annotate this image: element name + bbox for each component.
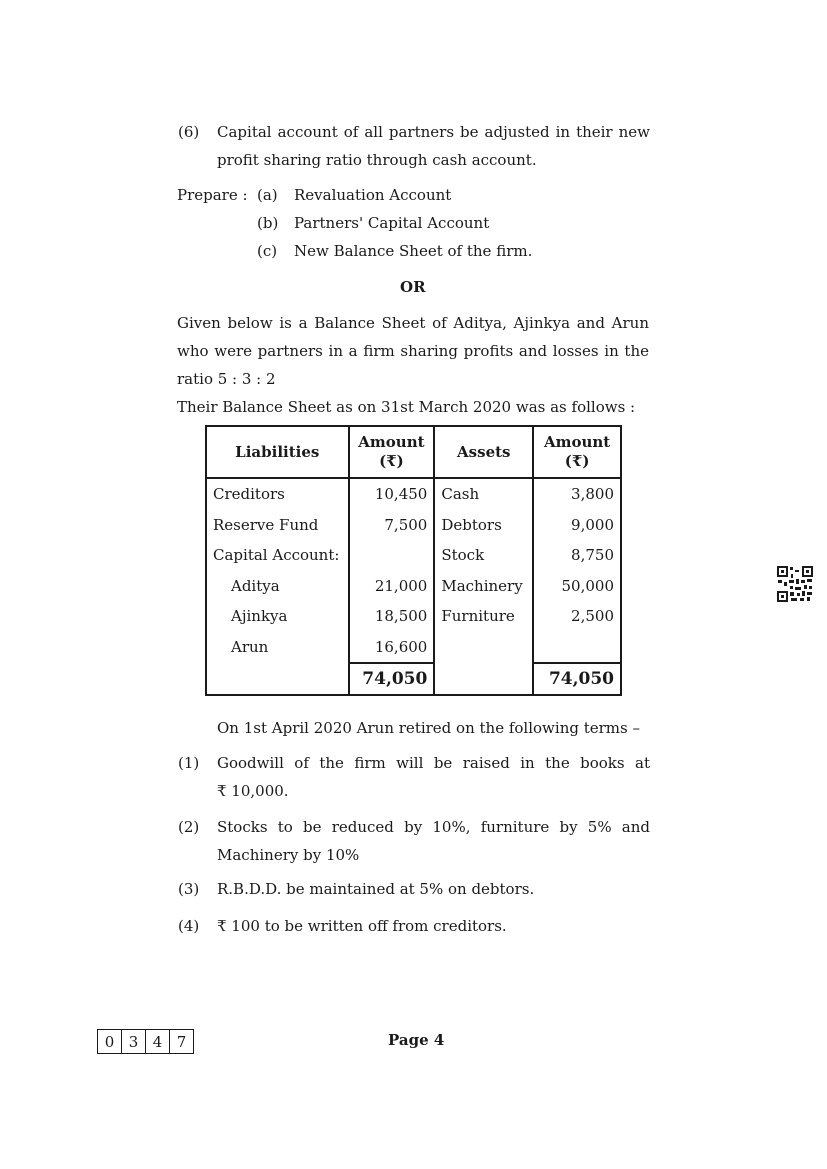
prepare-c-text: New Balance Sheet of the firm.	[294, 242, 533, 260]
liabilities-currency-label: (₹)	[379, 452, 404, 470]
term-2-line-2: Machinery by 10%	[217, 846, 360, 864]
liability-amount: 18,500	[349, 601, 435, 632]
balance-sheet-header-row	[206, 426, 621, 478]
paper-code-digit: 7	[176, 1032, 187, 1051]
asset-name: Furniture	[434, 601, 533, 632]
balance-sheet-table	[205, 425, 622, 696]
term-3-line-1: R.B.D.D. be maintained at 5% on debtors.	[217, 880, 535, 898]
totals-row	[206, 663, 621, 695]
term-4-line-1: ₹ 100 to be written off from creditors.	[217, 917, 507, 935]
paper-code-digit: 0	[98, 1030, 122, 1053]
total-liabilities: 74,050	[349, 663, 435, 695]
term-3-number: (3)	[178, 880, 200, 898]
asset-name: Stock	[434, 540, 533, 571]
assets-amount-label: Amount	[543, 433, 611, 451]
assets-amount-header	[533, 426, 621, 478]
asset-amount: 3,800	[533, 478, 621, 510]
table-row	[206, 540, 621, 571]
term-2-line-1: Stocks to be reduced by 10%, furniture by 5% and	[217, 818, 650, 836]
asset-name: Debtors	[434, 510, 533, 541]
retire-intro: On 1st April 2020 Arun retired on the following terms –	[217, 719, 640, 737]
liability-amount: 7,500	[349, 510, 435, 541]
totals-spacer	[434, 663, 533, 695]
asset-amount: 2,500	[533, 601, 621, 632]
item-6-number: (6)	[178, 123, 200, 141]
table-row	[206, 510, 621, 541]
table-row	[206, 478, 621, 510]
page-number: Page 4	[388, 1031, 445, 1049]
table-row	[206, 571, 621, 602]
liabilities-amount-label: Amount	[358, 433, 425, 451]
paper-code-digit: 4	[146, 1030, 170, 1053]
qr-code-icon	[776, 565, 814, 603]
prepare-a-text: Revaluation Account	[294, 186, 452, 204]
liability-name: Creditors	[206, 478, 349, 510]
asset-name	[434, 632, 533, 664]
liability-name: Arun	[206, 632, 349, 664]
liability-amount: 16,600	[349, 632, 435, 664]
or-separator: OR	[400, 278, 426, 296]
paper-code-box	[97, 1029, 194, 1054]
intro-line-2: who were partners in a firm sharing profits and losses in the	[177, 342, 649, 360]
asset-amount: 9,000	[533, 510, 621, 541]
term-4-number: (4)	[178, 917, 200, 935]
prepare-a-number: (a)	[257, 186, 278, 204]
liability-name: Reserve Fund	[206, 510, 349, 541]
liabilities-amount-header	[349, 426, 435, 478]
term-1-line-1: Goodwill of the firm will be raised in the books at	[217, 754, 650, 772]
totals-spacer	[206, 663, 349, 695]
prepare-b-number: (b)	[257, 214, 279, 232]
prepare-b-text: Partners' Capital Account	[294, 214, 490, 232]
liability-name: Aditya	[206, 571, 349, 602]
asset-name: Machinery	[434, 571, 533, 602]
term-1-number: (1)	[178, 754, 200, 772]
liabilities-header: Liabilities	[206, 426, 349, 478]
table-row	[206, 632, 621, 664]
liability-amount: 21,000	[349, 571, 435, 602]
liability-amount	[349, 540, 435, 571]
assets-currency-label: (₹)	[564, 452, 590, 470]
liability-amount: 10,450	[349, 478, 435, 510]
asset-amount	[533, 632, 621, 664]
intro-line-4: Their Balance Sheet as on 31st March 2020 was as follows :	[177, 398, 636, 416]
liability-name: Capital Account:	[206, 540, 349, 571]
term-1-line-2: ₹ 10,000.	[217, 782, 289, 800]
total-assets: 74,050	[533, 663, 621, 695]
asset-amount: 8,750	[533, 540, 621, 571]
liability-name: Ajinkya	[206, 601, 349, 632]
assets-header: Assets	[434, 426, 533, 478]
intro-line-3: ratio 5 : 3 : 2	[177, 370, 276, 388]
item-6-line-2: profit sharing ratio through cash account.	[217, 151, 537, 169]
paper-code-digit: 3	[122, 1030, 146, 1053]
intro-line-1: Given below is a Balance Sheet of Aditya, Ajinkya and Arun	[177, 314, 649, 332]
table-row	[206, 601, 621, 632]
prepare-label: Prepare :	[177, 186, 248, 204]
item-6-line-1: Capital account of all partners be adjusted in their new	[217, 123, 650, 141]
term-2-number: (2)	[178, 818, 200, 836]
prepare-c-number: (c)	[257, 242, 278, 260]
asset-name: Cash	[434, 478, 533, 510]
asset-amount: 50,000	[533, 571, 621, 602]
